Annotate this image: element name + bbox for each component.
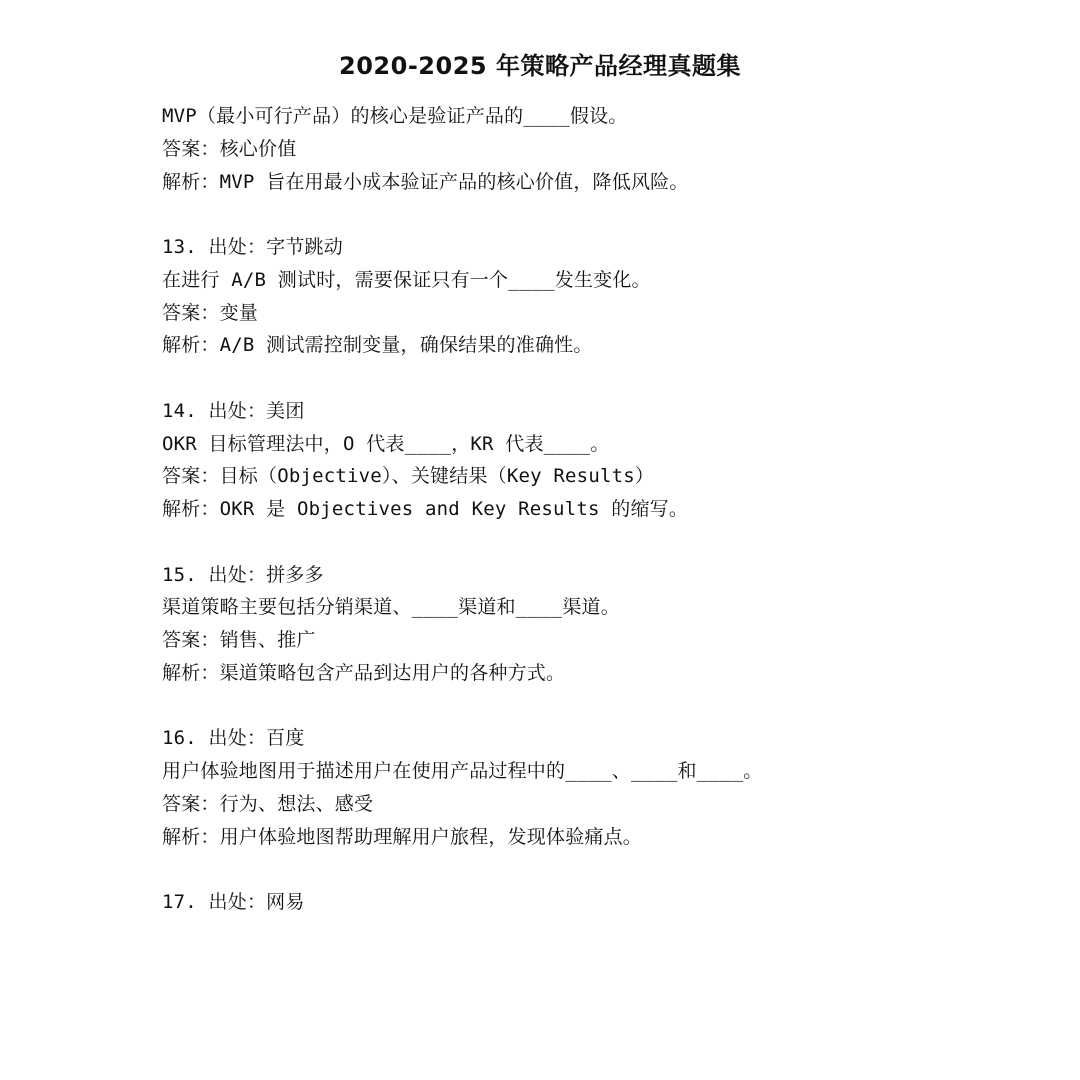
question-list: [162, 100, 1042, 919]
question-text: OKR 目标管理法中，O 代表____，KR 代表____。: [162, 432, 610, 455]
analysis-text: 解析：用户体验地图帮助理解用户旅程，发现体验痛点。: [162, 825, 643, 848]
spacer: [162, 526, 1042, 559]
spacer: [162, 853, 1042, 886]
question-text: 用户体验地图用于描述用户在使用产品过程中的____、____和____。: [162, 760, 763, 782]
answer-text: 答案：变量: [162, 301, 259, 324]
analysis-text: 解析：渠道策略包含产品到达用户的各种方式。: [162, 661, 566, 684]
spacer: [162, 362, 1042, 395]
question-text: 在进行 A/B 测试时，需要保证只有一个____发生变化。: [162, 268, 651, 291]
spacer: [162, 690, 1042, 723]
question-header: 16. 出处：百度: [162, 727, 305, 750]
question-header: 14. 出处：美团: [162, 399, 305, 422]
question-text: MVP（最小可行产品）的核心是验证产品的____假设。: [162, 105, 628, 127]
analysis-text: 解析：OKR 是 Objectives and Key Results 的缩写。: [162, 498, 689, 520]
answer-text: 答案：行为、想法、感受: [162, 792, 374, 815]
analysis-text: 解析：MVP 旨在用最小成本验证产品的核心价值，降低风险。: [162, 170, 689, 193]
spacer: [162, 198, 1042, 231]
question-header: 17. 出处：网易: [162, 891, 305, 913]
question-header: 15. 出处：拼多多: [162, 563, 324, 586]
answer-text: 答案：目标（Objective）、关键结果（Key Results）: [162, 465, 655, 488]
page-title: 2020-2025 年策略产品经理真题集: [339, 52, 741, 80]
analysis-text: 解析：A/B 测试需控制变量，确保结果的准确性。: [162, 334, 593, 357]
question-text: 渠道策略主要包括分销渠道、____渠道和____渠道。: [162, 596, 620, 619]
answer-text: 答案：销售、推广: [162, 629, 316, 651]
question-header: 13. 出处：字节跳动: [162, 236, 343, 258]
answer-text: 答案：核心价值: [162, 137, 297, 160]
